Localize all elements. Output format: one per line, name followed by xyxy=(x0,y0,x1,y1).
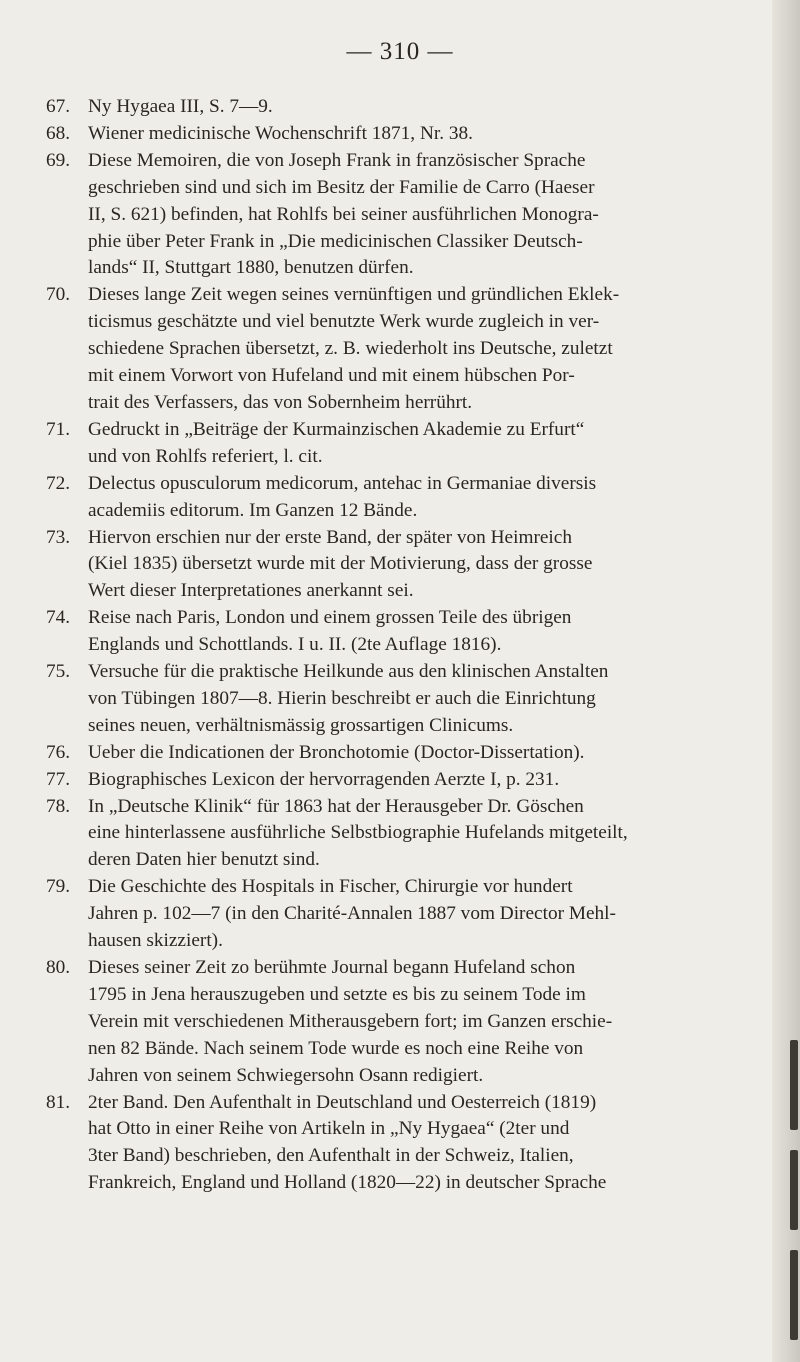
footnote-line: schiedene Sprachen übersetzt, z. B. wiederholt ins Deutsche, zuletzt xyxy=(88,338,613,360)
footnote-line: Gedruckt in „Beiträge der Kurmainzischen Akademie zu Erfurt“ xyxy=(88,418,585,440)
footnote-line: Dieses seiner Zeit zo berühmte Journal begann Hufeland schon xyxy=(88,957,576,978)
footnote-line: 1795 in Jena herauszugeben und setzte es bis zu seinem Tode im xyxy=(88,983,586,1005)
footnote-line: 2ter Band. Den Aufenthalt in Deutschland und Oesterreich (1819) xyxy=(88,1091,597,1113)
footnote-line: Ny Hygaea III, S. 7—9. xyxy=(88,96,273,117)
footnote-number: 70. xyxy=(46,284,71,306)
footnote-text xyxy=(88,767,778,794)
footnote-line: hausen skizziert). xyxy=(88,930,223,952)
footnote-line: mit einem Vorwort von Hufeland und mit einem hübschen Por- xyxy=(88,365,575,387)
footnote-line: 3ter Band) beschrieben, den Aufenthalt in der Schweiz, Italien, xyxy=(88,1145,574,1167)
footnote-line: von Tübingen 1807—8. Hierin beschreibt er auch die Einrichtung xyxy=(88,687,596,709)
footnote-line: In „Deutsche Klinik“ für 1863 hat der Herausgeber Dr. Göschen xyxy=(88,795,584,817)
footnote xyxy=(46,94,778,121)
footnote-text xyxy=(88,740,778,767)
footnote-number: 80. xyxy=(46,957,71,978)
footnote-number: 77. xyxy=(46,768,71,790)
footnote-number: 72. xyxy=(46,472,71,494)
footnote xyxy=(46,955,778,1090)
footnote xyxy=(46,148,778,283)
footnote-text xyxy=(88,874,778,955)
footnote xyxy=(46,767,778,794)
footnote-line: geschrieben sind und sich im Besitz der Familie de Carro (Haeser xyxy=(88,176,595,198)
footnote-number: 67. xyxy=(46,96,71,117)
footnote-number: 78. xyxy=(46,795,71,817)
footnote-text xyxy=(88,94,778,121)
footnote-text xyxy=(88,417,778,471)
footnote-text xyxy=(88,282,778,417)
footnote-line: phie über Peter Frank in „Die medicinischen Classiker Deutsch- xyxy=(88,230,583,252)
footnote-line: II, S. 621) befinden, hat Rohlfs bei seiner ausführlichen Monogra- xyxy=(88,203,599,225)
footnote-line: academiis editorum. Im Ganzen 12 Bände. xyxy=(88,499,418,521)
footnote-number: 74. xyxy=(46,607,71,629)
footnote-line: eine hinterlassene ausführliche Selbstbiographie Hufelands mitgeteilt, xyxy=(88,822,628,844)
footnote-line: hat Otto in einer Reihe von Artikeln in „Ny Hygaea“ (2ter und xyxy=(88,1118,570,1140)
footnote-line: Ueber die Indicationen der Bronchotomie (Doctor-Dissertation). xyxy=(88,741,585,763)
edge-mark xyxy=(790,1250,798,1340)
footnote xyxy=(46,282,778,417)
footnote xyxy=(46,874,778,955)
footnote-number: 68. xyxy=(46,122,71,144)
page-number: — 310 — xyxy=(346,38,454,65)
footnote xyxy=(46,525,778,606)
footnote xyxy=(46,471,778,525)
footnote-number: 69. xyxy=(46,149,71,171)
footnote-text xyxy=(88,471,778,525)
footnote-line: Wert dieser Interpretationes anerkannt sei. xyxy=(88,580,414,602)
footnote-number: 71. xyxy=(46,418,71,440)
footnote-line: Delectus opusculorum medicorum, antehac in Germaniae diversis xyxy=(88,472,597,494)
footnote-number: 75. xyxy=(46,661,71,683)
footnote-text xyxy=(88,955,778,1090)
footnote-line: Wiener medicinische Wochenschrift 1871, Nr. 38. xyxy=(88,122,473,144)
footnote-line: Verein mit verschiedenen Mitherausgebern fort; im Ganzen erschie- xyxy=(88,1010,613,1032)
footnote-line: Jahren p. 102—7 (in den Charité-Annalen 1887 vom Director Mehl- xyxy=(88,903,616,925)
footnote xyxy=(46,121,778,148)
footnote-line: Dieses lange Zeit wegen seines vernünftigen und gründlichen Eklek- xyxy=(88,284,620,306)
footnote-text xyxy=(88,148,778,283)
edge-mark xyxy=(790,1150,798,1230)
footnote-list xyxy=(46,94,778,1197)
footnote-line: Biographisches Lexicon der hervorragenden Aerzte I, p. 231. xyxy=(88,768,560,790)
footnote-line: Frankreich, England und Holland (1820—22) in deutscher Sprache xyxy=(88,1172,607,1194)
footnote-line: trait des Verfassers, das von Sobernheim herrührt. xyxy=(88,391,473,413)
footnote-text xyxy=(88,121,778,148)
footnote-text xyxy=(88,1090,778,1198)
footnote xyxy=(46,740,778,767)
footnote-line: (Kiel 1835) übersetzt wurde mit der Motivierung, dass der grosse xyxy=(88,553,593,575)
footnote-line: und von Rohlfs referiert, l. cit. xyxy=(88,445,323,467)
footnote xyxy=(46,659,778,740)
footnote-text xyxy=(88,659,778,740)
footnote-line: Die Geschichte des Hospitals in Fischer, Chirurgie vor hundert xyxy=(88,876,573,898)
footnote-line: Hiervon erschien nur der erste Band, der später von Heimreich xyxy=(88,526,572,548)
footnote xyxy=(46,417,778,471)
footnote-line: deren Daten hier benutzt sind. xyxy=(88,849,320,871)
footnote-line: Diese Memoiren, die von Joseph Frank in französischer Sprache xyxy=(88,149,586,171)
footnote-line: Jahren von seinem Schwiegersohn Osann redigiert. xyxy=(88,1064,484,1086)
footnote-text xyxy=(88,794,778,875)
footnote xyxy=(46,605,778,659)
footnote-number: 73. xyxy=(46,526,71,548)
footnote xyxy=(46,794,778,875)
footnote-line: nen 82 Bände. Nach seinem Tode wurde es noch eine Reihe von xyxy=(88,1037,584,1059)
footnote-text xyxy=(88,605,778,659)
edge-mark xyxy=(790,1040,798,1130)
footnote-line: ticismus geschätzte und viel benutzte Werk wurde zugleich in ver- xyxy=(88,311,600,333)
footnote-line: Versuche für die praktische Heilkunde aus den klinischen Anstalten xyxy=(88,661,609,683)
footnote-number: 76. xyxy=(46,741,71,763)
footnote-line: seines neuen, verhältnismässig grossartigen Clinicums. xyxy=(88,714,514,736)
footnote-text xyxy=(88,525,778,606)
footnote xyxy=(46,1090,778,1198)
footnote-line: lands“ II, Stuttgart 1880, benutzen dürfen. xyxy=(88,257,414,279)
footnote-number: 81. xyxy=(46,1091,71,1113)
footnote-line: Englands und Schottlands. I u. II. (2te Auflage 1816). xyxy=(88,634,502,656)
footnote-line: Reise nach Paris, London und einem grossen Teile des übrigen xyxy=(88,607,572,629)
footnote-number: 79. xyxy=(46,876,71,898)
